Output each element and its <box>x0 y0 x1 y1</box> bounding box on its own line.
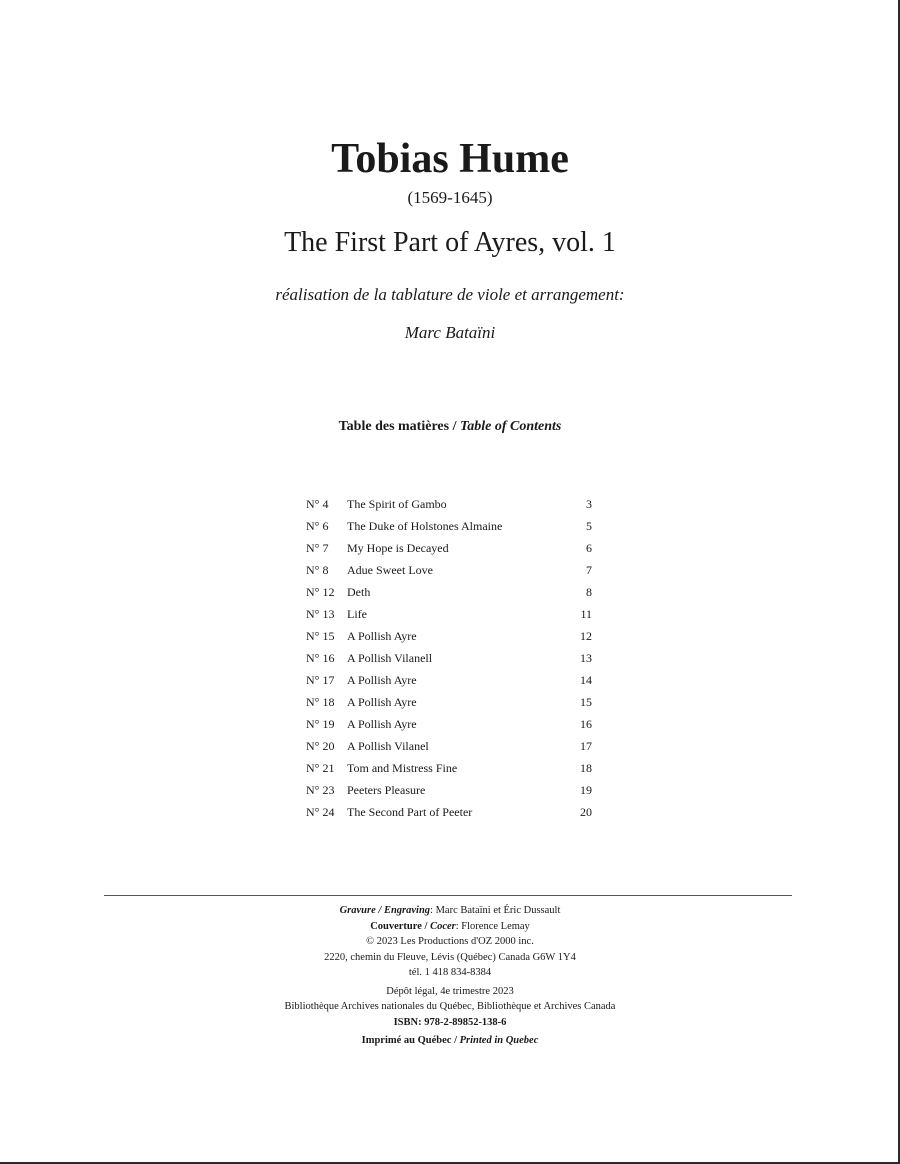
toc-entry-title: The Second Part of Peeter <box>347 804 473 819</box>
toc-entry-page: 13 <box>580 650 592 665</box>
toc-list <box>306 493 592 823</box>
toc-entry-title: A Pollish Ayre <box>347 628 417 643</box>
toc-entry-page: 20 <box>580 804 592 819</box>
toc-entry-page: 5 <box>586 518 592 533</box>
toc-entry[interactable] <box>306 625 592 647</box>
toc-heading-en: Table of Contents <box>459 419 562 434</box>
cover-value: : Florence Lemay <box>455 920 530 932</box>
publisher-phone: tél. 1 418 834-8384 <box>408 967 492 978</box>
toc-entry-number: N° 18 <box>306 694 335 709</box>
toc-entry-title: Life <box>347 606 367 621</box>
toc-entry[interactable] <box>306 691 592 713</box>
toc-entry-number: N° 7 <box>306 540 329 555</box>
toc-entry-title: A Pollish Ayre <box>347 716 417 731</box>
toc-entry[interactable] <box>306 735 592 757</box>
printed-line <box>0 1033 900 1049</box>
toc-entry[interactable] <box>306 603 592 625</box>
toc-entry[interactable] <box>306 647 592 669</box>
toc-entry-number: N° 13 <box>306 606 335 621</box>
toc-entry-number: N° 20 <box>306 738 335 753</box>
toc-entry-page: 17 <box>580 738 592 753</box>
toc-entry[interactable] <box>306 801 592 823</box>
engraving-value: : Marc Bataïni et Éric Dussault <box>430 905 561 916</box>
toc-entry[interactable] <box>306 559 592 581</box>
toc-entry-page: 12 <box>580 628 592 643</box>
toc-entry-title: A Pollish Vilanell <box>347 650 433 665</box>
composer-name: Tobias Hume <box>331 136 569 182</box>
toc-entry-title: The Duke of Holstones Almaine <box>347 518 503 533</box>
toc-entry-page: 16 <box>580 716 592 731</box>
toc-entry-title: A Pollish Ayre <box>347 672 417 687</box>
toc-entry-title: My Hope is Decayed <box>347 540 449 555</box>
toc-entry-title: Deth <box>347 584 371 599</box>
toc-entry-page: 7 <box>586 562 592 577</box>
toc-entry[interactable] <box>306 537 592 559</box>
footer-divider <box>104 895 792 896</box>
libraries-line: Bibliothèque Archives nationales du Québec, Bibliothèque et Archives Canada <box>284 1001 616 1012</box>
toc-entry[interactable] <box>306 515 592 537</box>
toc-entry[interactable] <box>306 669 592 691</box>
toc-entry-page: 11 <box>580 606 592 621</box>
toc-entry-number: N° 16 <box>306 650 335 665</box>
toc-entry-number: N° 21 <box>306 760 335 775</box>
isbn-line: ISBN: 978-2-89852-138-6 <box>393 1016 507 1028</box>
toc-entry[interactable] <box>306 757 592 779</box>
toc-entry-number: N° 12 <box>306 584 335 599</box>
toc-entry-title: Tom and Mistress Fine <box>347 760 458 775</box>
credit-engraving <box>0 903 900 919</box>
toc-entry-title: A Pollish Vilanel <box>347 738 429 753</box>
work-title: The First Part of Ayres, vol. 1 <box>284 227 616 258</box>
toc-entry-page: 19 <box>580 782 592 797</box>
toc-entry-title: Peeters Pleasure <box>347 782 426 797</box>
toc-entry-page: 14 <box>580 672 592 687</box>
toc-entry-number: N° 17 <box>306 672 335 687</box>
toc-entry-title: A Pollish Ayre <box>347 694 417 709</box>
toc-entry[interactable] <box>306 713 592 735</box>
cover-label-fr: Couverture / <box>370 920 431 932</box>
engraving-label-fr: Gravure / <box>339 905 384 916</box>
toc-heading-fr: Table des matières / <box>338 419 460 434</box>
credit-cover <box>0 919 900 935</box>
toc-entry-number: N° 15 <box>306 628 335 643</box>
credits-block <box>0 903 900 1049</box>
toc-entry-title: The Spirit of Gambo <box>347 496 447 511</box>
arranger-name: Marc Bataïni <box>404 323 496 342</box>
copyright-line: © 2023 Les Productions d'OZ 2000 inc. <box>366 936 534 947</box>
printed-en: Printed in Quebec <box>459 1035 539 1046</box>
printed-fr: Imprimé au Québec / <box>361 1035 460 1046</box>
publisher-address: 2220, chemin du Fleuve, Lévis (Québec) Canada G6W 1Y4 <box>324 951 576 963</box>
toc-entry-page: 3 <box>586 496 592 511</box>
toc-entry-page: 6 <box>586 540 592 555</box>
engraving-label-en: Engraving <box>383 905 431 916</box>
toc-entry-number: N° 24 <box>306 804 335 819</box>
toc-entry[interactable] <box>306 779 592 801</box>
toc-entry-number: N° 4 <box>306 496 329 511</box>
toc-entry-number: N° 23 <box>306 782 335 797</box>
toc-entry-number: N° 6 <box>306 518 329 533</box>
toc-heading <box>325 412 575 442</box>
legal-deposit: Dépôt légal, 4e trimestre 2023 <box>386 985 514 997</box>
toc-entry-page: 8 <box>586 584 592 599</box>
subtitle: réalisation de la tablature de viole et arrangement: <box>275 285 625 304</box>
composer-dates: (1569-1645) <box>407 188 493 207</box>
toc-entry-number: N° 8 <box>306 562 329 577</box>
cover-label-en: Cocer <box>430 920 456 932</box>
toc-entry-page: 18 <box>580 760 592 775</box>
toc-entry[interactable] <box>306 581 592 603</box>
toc-entry[interactable] <box>306 493 592 515</box>
toc-entry-number: N° 19 <box>306 716 335 731</box>
toc-entry-title: Adue Sweet Love <box>347 562 433 577</box>
toc-entry-page: 15 <box>580 694 592 709</box>
